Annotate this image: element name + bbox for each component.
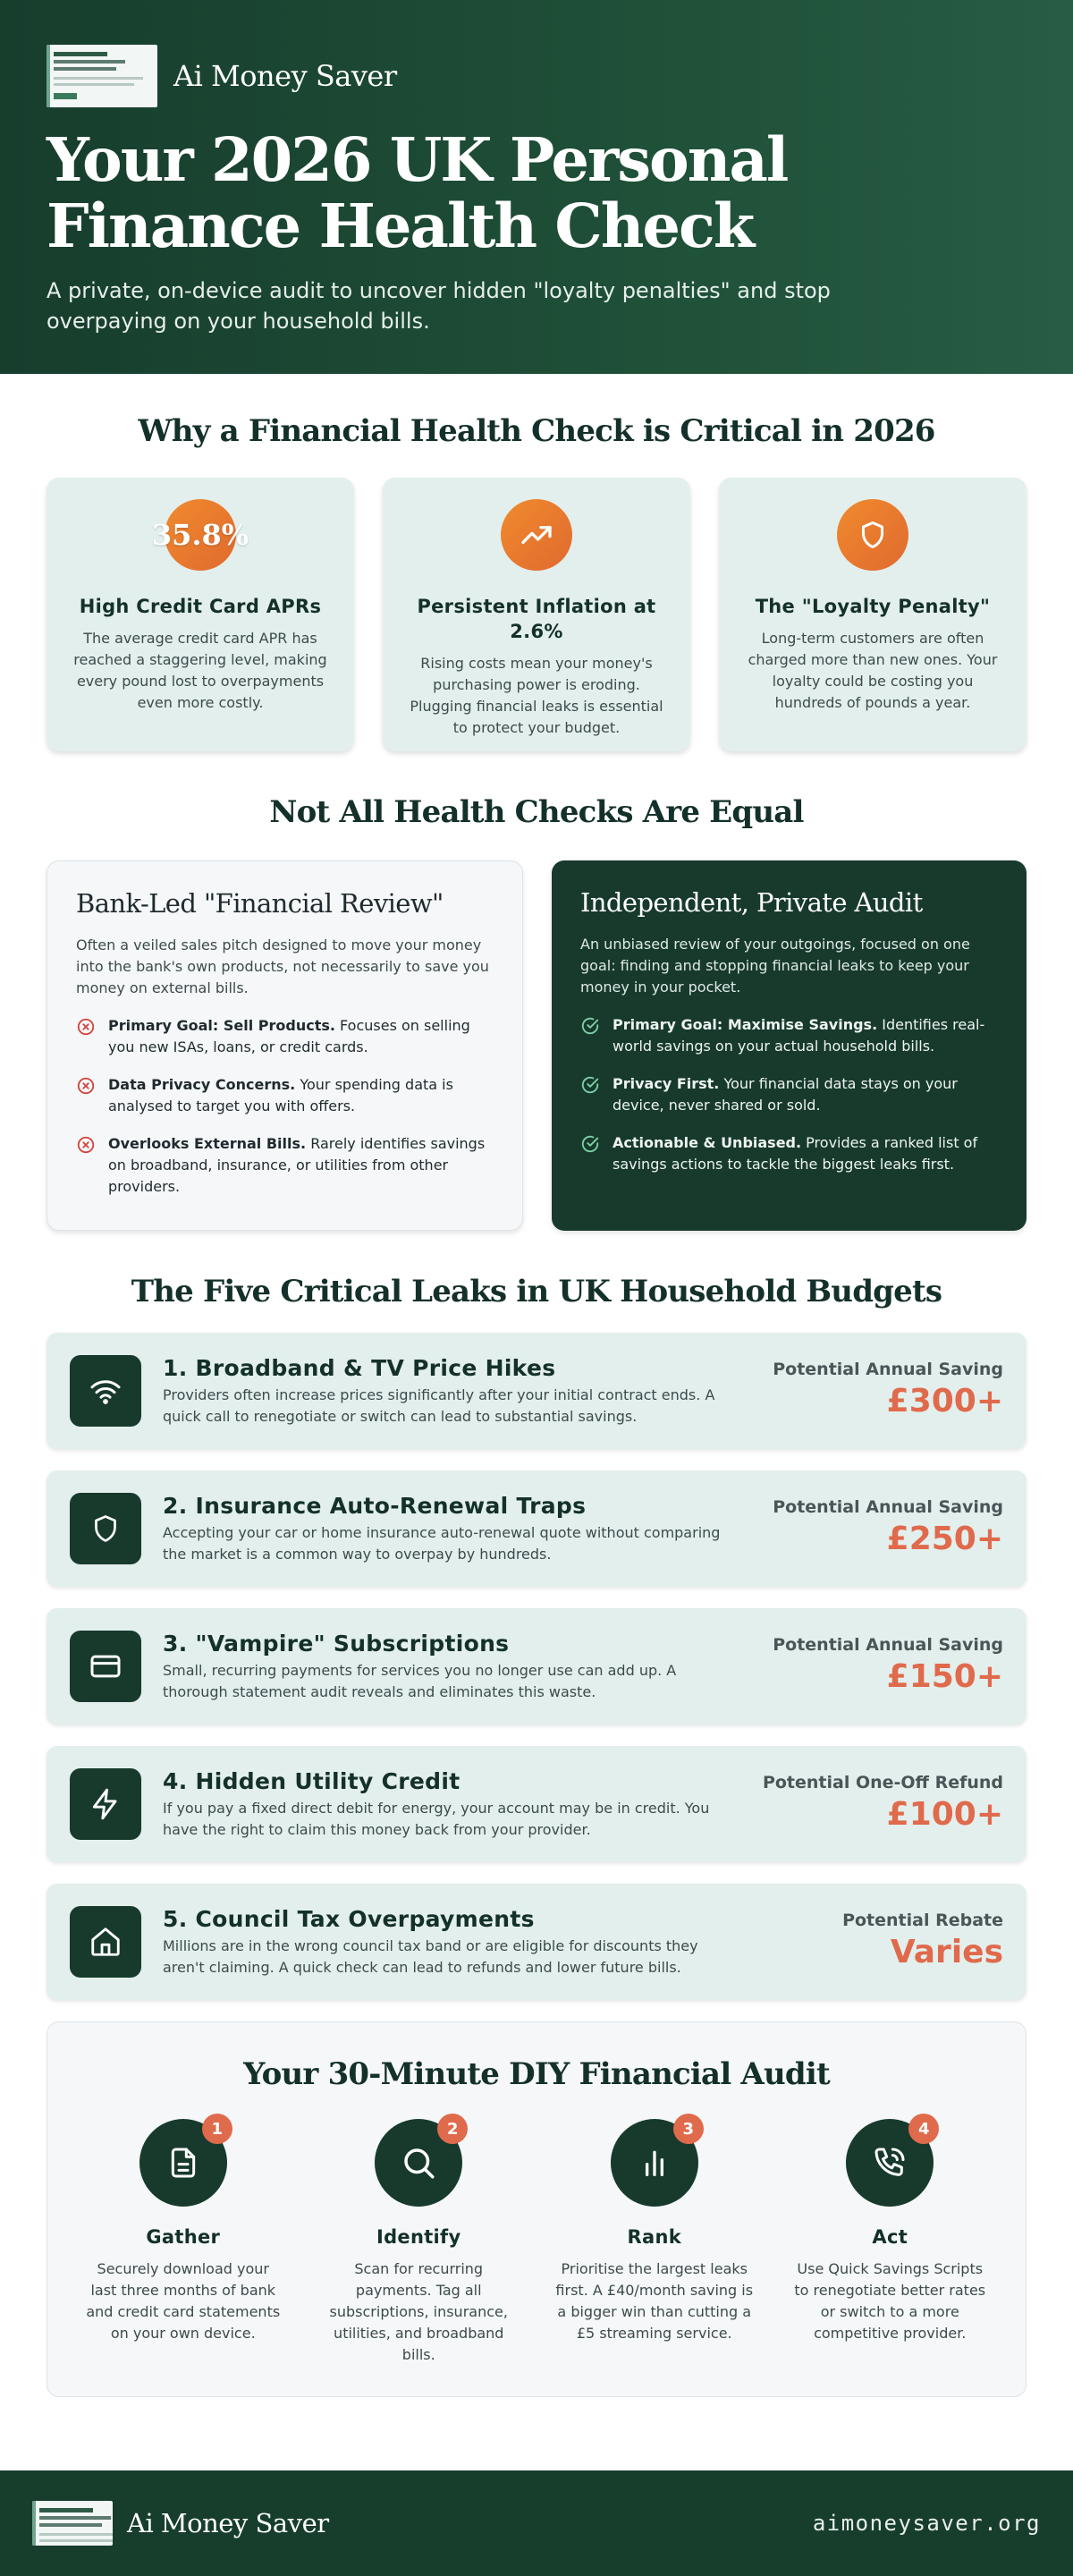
footer-url-link[interactable]: aimoneysaver.org [812, 2511, 1041, 2536]
check-circle-icon [580, 1016, 600, 1036]
leak-heading: 5. Council Tax Overpayments [163, 1905, 535, 1932]
saving-value: £100+ [886, 1796, 1003, 1833]
leaks-section-title: The Five Critical Leaks in UK Household Budgets [131, 1274, 942, 1309]
saving-label: Potential Rebate [842, 1911, 1003, 1930]
diy-step-gather [65, 2119, 301, 2366]
leak-card-insurance [46, 1470, 1027, 1587]
compare-section-title: Not All Health Checks Are Equal [269, 794, 804, 830]
step-number-badge: 4 [908, 2114, 939, 2144]
search-icon [375, 2119, 462, 2207]
independent-audit-intro: An unbiased review of your outgoings, focused on one goal: finding and stopping financial leaks to keep your money in your pocket. [580, 936, 970, 996]
check-circle-icon [580, 1075, 600, 1095]
shield-icon [837, 499, 908, 571]
diy-audit-panel [46, 2021, 1027, 2397]
main-content [0, 374, 1073, 2470]
brand[interactable] [46, 45, 1027, 107]
item-text: Identifies real-world savings on your actual household bills. [613, 1016, 985, 1055]
leak-card-utility [46, 1746, 1027, 1862]
saving-value: £250+ [886, 1521, 1003, 1557]
leak-saving [773, 1497, 1003, 1557]
credit-card-icon [70, 1631, 141, 1702]
item-bold: Primary Goal: Maximise Savings. [613, 1016, 878, 1033]
saving-label: Potential Annual Saving [773, 1635, 1003, 1655]
leak-text: If you pay a fixed direct debit for energy, your account may be in credit. You have the right to claim this money back from your provider. [163, 1799, 710, 1838]
saving-value: Varies [890, 1934, 1003, 1970]
bank-review-card [46, 860, 523, 1231]
phone-icon [846, 2119, 934, 2207]
bank-review-item [76, 1074, 494, 1117]
critical-section-title: Why a Financial Health Check is Critical in 2026 [138, 413, 935, 449]
wifi-icon [70, 1355, 141, 1427]
critical-card-inflation [383, 478, 690, 751]
step-number-badge: 1 [202, 2114, 232, 2144]
item-bold: Primary Goal: Sell Products. [108, 1017, 335, 1034]
leak-text: Small, recurring payments for services you no longer use can add up. A thorough statement audit reveals and eliminates this waste. [163, 1661, 677, 1700]
saving-value: £300+ [886, 1383, 1003, 1419]
leak-saving [763, 1773, 1003, 1833]
leak-heading: 3. "Vampire" Subscriptions [163, 1630, 510, 1657]
leak-heading: 4. Hidden Utility Credit [163, 1767, 460, 1794]
bank-review-item [76, 1133, 494, 1198]
trend-up-icon [501, 499, 572, 571]
x-circle-icon [76, 1017, 96, 1037]
shield-icon [70, 1493, 141, 1564]
step-text: Use Quick Savings Scripts to renegotiate better rates or switch to a more competitive provider. [794, 2260, 986, 2342]
item-bold: Privacy First. [613, 1075, 720, 1092]
leak-heading: 1. Broadband & TV Price Hikes [163, 1354, 556, 1381]
leak-heading: 2. Insurance Auto-Renewal Traps [163, 1492, 587, 1519]
apr-stat: 35.8% [151, 518, 249, 552]
document-icon [139, 2119, 227, 2207]
saving-label: Potential Annual Saving [773, 1360, 1003, 1379]
item-text: Your spending data is analysed to target you with offers. [108, 1076, 453, 1114]
bar-chart-icon [611, 2119, 698, 2207]
item-bold: Data Privacy Concerns. [108, 1076, 296, 1093]
critical-card-apr [46, 478, 354, 751]
leak-card-council-tax [46, 1884, 1027, 2000]
footer-brand-name[interactable]: Ai Money Saver [127, 2508, 329, 2538]
critical-card-loyalty [719, 478, 1027, 751]
hero-header [0, 0, 1073, 374]
leak-text: Accepting your car or home insurance auto-renewal quote without comparing the market is a common way to overpay by hundreds. [163, 1523, 721, 1563]
critical-cards [46, 478, 1027, 751]
item-text: Rarely identifies savings on broadband, insurance, or utilities from other providers. [108, 1135, 486, 1195]
leak-card-subscriptions [46, 1608, 1027, 1724]
step-heading: Act [872, 2226, 908, 2248]
item-text: Provides a ranked list of savings actions to tackle the biggest leaks first. [613, 1134, 978, 1173]
leak-saving [773, 1635, 1003, 1695]
page-title: Your 2026 UK Personal Finance Health Check [46, 124, 788, 261]
step-text: Securely download your last three months of bank and credit card statements on your own device. [86, 2260, 281, 2342]
item-text: Focuses on selling you new ISAs, loans, or credit cards. [108, 1017, 470, 1055]
footer-logo-image [32, 2501, 113, 2546]
brand-name: Ai Money Saver [173, 59, 397, 93]
saving-label: Potential Annual Saving [773, 1497, 1003, 1517]
leak-card-broadband [46, 1333, 1027, 1449]
x-circle-icon [76, 1076, 96, 1096]
independent-audit-card [552, 860, 1027, 1231]
bank-review-item [76, 1015, 494, 1058]
independent-audit-item [580, 1014, 998, 1057]
saving-value: £150+ [886, 1658, 1003, 1695]
bank-review-heading: Bank-Led "Financial Review" [76, 888, 444, 919]
diy-step-rank [536, 2119, 773, 2366]
critical-card-heading: Persistent Inflation at 2.6% [417, 596, 656, 642]
critical-card-heading: High Credit Card APRs [79, 596, 322, 617]
leak-text: Millions are in the wrong council tax band or are eligible for discounts they aren't claiming. A quick check can lead to refunds and lower future bills. [163, 1936, 698, 1976]
step-number-badge: 3 [673, 2114, 704, 2144]
apr-stat-badge [151, 499, 249, 571]
x-circle-icon [76, 1135, 96, 1155]
diy-step-act [773, 2119, 1009, 2366]
critical-card-heading: The "Loyalty Penalty" [755, 596, 991, 617]
lightning-icon [70, 1768, 141, 1840]
step-number-badge: 2 [437, 2114, 468, 2144]
independent-audit-item [580, 1073, 998, 1116]
leaks-list [46, 1333, 1027, 2000]
leak-text: Providers often increase prices significantly after your initial contract ends. A quick call to renegotiate or switch can lead to substantial savings. [163, 1385, 715, 1425]
independent-audit-heading: Independent, Private Audit [580, 887, 923, 918]
saving-label: Potential One-Off Refund [762, 1773, 1003, 1792]
step-heading: Rank [627, 2226, 681, 2248]
leak-saving [842, 1911, 1003, 1970]
bank-review-intro: Often a veiled sales pitch designed to move your money into the bank's own products, not necessarily to save you money on external bills. [76, 936, 489, 996]
critical-card-text: The average credit card APR has reached a staggering level, making every pound lost to overpayments even more costly. [73, 630, 327, 711]
step-text: Scan for recurring payments. Tag all subscriptions, insurance, utilities, and broadband bills. [329, 2260, 508, 2363]
logo-image [46, 45, 157, 107]
check-circle-icon [580, 1134, 600, 1154]
page-subtitle: A private, on-device audit to uncover hidden "loyalty penalties" and stop overpaying on your household bills. [46, 278, 831, 334]
item-bold: Overlooks External Bills. [108, 1135, 307, 1152]
diy-steps [65, 2119, 1008, 2366]
diy-step-identify [301, 2119, 537, 2366]
compare-cards [46, 860, 1027, 1231]
footer [0, 2470, 1073, 2576]
critical-card-text: Rising costs mean your money's purchasing power is eroding. Plugging financial leaks is essential to protect your budget. [410, 655, 663, 736]
step-heading: Gather [146, 2226, 221, 2248]
item-text: Your financial data stays on your device, never shared or sold. [613, 1075, 958, 1114]
step-heading: Identify [376, 2226, 461, 2248]
home-icon [70, 1906, 141, 1978]
independent-audit-item [580, 1132, 998, 1175]
leak-saving [773, 1360, 1003, 1419]
step-text: Prioritise the largest leaks first. A £40/month saving is a bigger win than cutting a £5 streaming service. [555, 2260, 754, 2342]
critical-card-text: Long-term customers are often charged more than new ones. Your loyalty could be costing you hundreds of pounds a year. [748, 630, 998, 711]
item-bold: Actionable & Unbiased. [613, 1134, 802, 1151]
diy-section-title: Your 30-Minute DIY Financial Audit [243, 2056, 830, 2092]
